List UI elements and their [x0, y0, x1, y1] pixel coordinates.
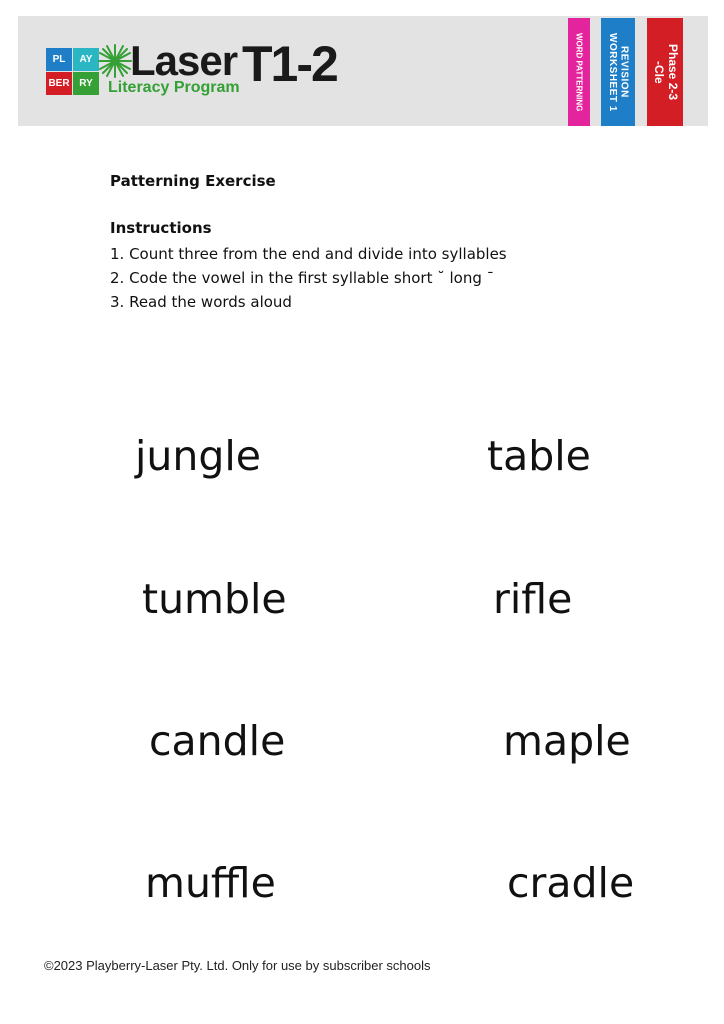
puzzle-piece-ber: BER [46, 72, 72, 95]
puzzle-piece-ry: RY [73, 72, 99, 95]
tab-revision-worksheet-label: REVISION WORKSHEET 1 [607, 32, 630, 112]
brand-subtitle: Literacy Program [108, 79, 240, 96]
instruction-item: 1. Count three from the end and divide into syllables [110, 245, 507, 263]
brand-level: T1-2 [242, 36, 337, 92]
brand-name: Laser [130, 37, 238, 84]
word-muffle: muffle [145, 859, 276, 907]
word-jungle: jungle [135, 432, 262, 480]
word-cradle: cradle [507, 859, 635, 907]
copyright-footer: ©2023 Playberry-Laser Pty. Ltd. Only for use by subscriber schools [44, 958, 431, 973]
playberry-puzzle-logo [46, 48, 100, 98]
instructions-list [110, 242, 507, 314]
tab-revision-worksheet [601, 18, 635, 126]
instructions-heading: Instructions [110, 219, 212, 237]
word-table: table [487, 432, 591, 480]
program-logo [46, 36, 346, 106]
puzzle-piece-ay: AY [73, 48, 99, 71]
tab-phase [647, 18, 683, 126]
tab-word-patterning [568, 18, 590, 126]
word-maple: maple [503, 717, 631, 765]
word-tumble: tumble [142, 575, 287, 623]
page-title: Patterning Exercise [110, 172, 276, 190]
tab-word-patterning-label: WORD PATTERNING [574, 32, 584, 112]
word-candle: candle [149, 717, 286, 765]
instruction-item: 3. Read the words aloud [110, 293, 292, 311]
laser-burst-icon [98, 44, 132, 78]
instruction-item: 2. Code the vowel in the first syllable short ˘ long ¯ [110, 269, 495, 287]
tab-phase-label: Phase 2-3 -Cle [652, 43, 680, 101]
word-rifle: rifle [493, 575, 573, 623]
puzzle-piece-pl: PL [46, 48, 72, 71]
